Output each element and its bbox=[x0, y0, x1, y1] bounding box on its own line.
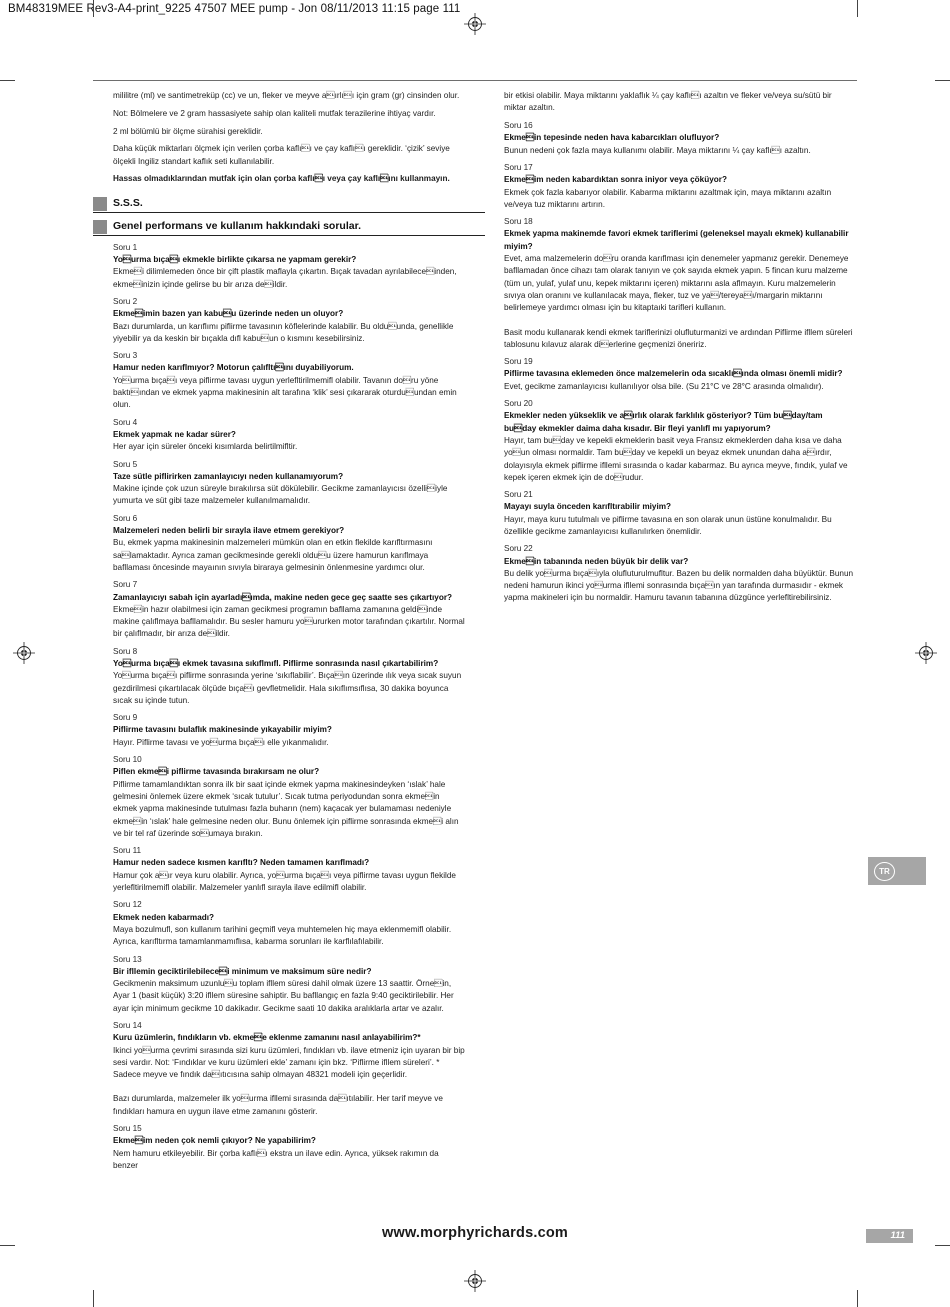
faq-item bbox=[113, 845, 465, 894]
question-text: Hamur neden sadece kısmen karıfltı? Neden tamamen karıflmadı? bbox=[113, 858, 370, 868]
answer-text: Piflirme tamamlandıktan sonra ilk bir saat içinde ekmek yapma makinesindeyken ‘ıslak’ hale gelmesini önlemek üzere ekmek ‘sıcak tutulur’. Sıcak tutma periyodundan sonra ekmein ekmek yapma makinesinde tutulması fazla buharın (nem) kaçacak yer bulamaması nedeniyle ekmein ‘ıslak’ hale gelmesine neden olur. Bunu önlemek için piflirme sonrasında ekmei alın ve bir tel raf üzerinde soumaya bırakın. bbox=[113, 779, 459, 838]
question-text: Zamanlayıcıyı sabah için ayarladıımda, makine neden gece geç saatte ses çıkartıyor? bbox=[113, 592, 453, 602]
page-number-tab bbox=[866, 1229, 913, 1243]
question-number: Soru 4 bbox=[113, 417, 138, 427]
section-title: Genel performans ve kullanım hakkındaki sorular. bbox=[113, 219, 362, 232]
faq-item bbox=[113, 242, 465, 291]
answer-text: Ekmek çok fazla kabarıyor olabilir. Kabarma miktarını azaltmak için, maya miktarını azaltın ve/veya tuz miktarını artırın. bbox=[504, 187, 832, 209]
question-number: Soru 3 bbox=[113, 351, 138, 361]
question-text: Piflen ekmei piflirme tavasında bırakırsam ne olur? bbox=[113, 767, 320, 777]
question-number: Soru 5 bbox=[113, 459, 138, 469]
question-number: Soru 12 bbox=[113, 900, 142, 910]
crop-mark bbox=[93, 0, 94, 17]
question-text: Ekmeimin bazen yan kabuu üzerinde neden un oluyor? bbox=[113, 309, 344, 319]
question-number: Soru 10 bbox=[113, 755, 142, 765]
faq-item bbox=[113, 513, 465, 574]
answer-text: Ekmei dilimlemeden önce bir çift plastik maflayla çıkartın. Bıçak tavadan ayrılabileceinden, ekmeinizin içinde gelirse bu bir arıza deildir. bbox=[113, 267, 457, 289]
faq-item bbox=[504, 543, 856, 604]
question-number: Soru 9 bbox=[113, 713, 138, 723]
faq-item bbox=[113, 459, 465, 508]
continued-paragraph: bir etkisi olabilir. Maya miktarını yaklaflık ¼ çay kaflıı azaltın ve fleker ve/veya su/sütü bir miktar azaltın. bbox=[504, 91, 832, 113]
question-number: Soru 19 bbox=[504, 357, 533, 367]
answer-text: Hayır, maya kuru tutulmalı ve piflirme tavasına en son olarak unun üstüne konulmalıdır. Bu özellikle gecikme zamanlayıcısı kullanılırken önemlidir. bbox=[504, 514, 832, 536]
section-marker-icon bbox=[93, 220, 107, 234]
faq-item bbox=[113, 417, 465, 454]
section-title: S.S.S. bbox=[113, 196, 143, 209]
question-text: Ekmein tabanında neden büyük bir delik var? bbox=[504, 556, 689, 566]
printer-header: BM48319MEE Rev3-A4-print_9225 47507 MEE pump - Jon 08/11/2013 11:15 page 111 bbox=[8, 3, 461, 15]
question-number: Soru 17 bbox=[504, 162, 533, 172]
answer-text: Gecikmenin maksimum uzunluu toplam ifllem süresi dahil olmak üzere 13 saattir. Örnein, Ayar 1 (basit küçük) 3:20 ifllem süresine sahiptir. Bu bafllangıç en fazla 9:40 geciktirilebilir. Her ayar için minimum gecikme 10 dakikadır. Gecikme saati 10 dakika aralıklarla artar ve azalır. bbox=[113, 979, 454, 1013]
section-heading-general bbox=[93, 219, 485, 236]
answer-text: Bazı durumlarda, malzemeler ilk yourma ifllemi sırasında daıtılabilir. Her tarif meyve ve fındıkları hamura en uygun ilave etme zamanını gösterir. bbox=[113, 1094, 443, 1116]
answer-text: Yourma bıçaı piflirme sonrasında yerine ‘sıkıflabilir’. Bıçaın üzerinde ılık veya sıcak suyun gezdirilmesi çıkartılacak ölçüde bıçaı gevfletmelidir. Hala sıkıflımsıflısa, 30 dakika boyunca sıcak su içinde tutun. bbox=[113, 671, 462, 705]
intro-paragraph: 2 ml bölümlü bir ölçme sürahisi gereklidir. bbox=[113, 126, 263, 136]
faq-item bbox=[113, 296, 465, 345]
intro-warning: Hassas olmadıklarından mutfak için olan çorba kaflıı veya çay kaflıını kullanmayın. bbox=[113, 174, 450, 184]
answer-text: Her ayar için süreler önceki kısımlarda belirtilmifltir. bbox=[113, 442, 298, 452]
question-text: Malzemeleri neden belirli bir sırayla ilave etmem gerekiyor? bbox=[113, 526, 345, 536]
answer-text: Ikinci yourma çevrimi sırasında sizi kuru üzümleri, fındıkları vb. ilave etmeniz için uyaran bir bip sesi vardır. Not: ‘Fındıklar ve kuru üzümleri ekle’ zamanı için bkz. ‘Piflirme ifllem süreleri’. * Sadece meyve ve fındık daıtıcısına sahip olmayan 48321 modeli için geçerlidir. bbox=[113, 1045, 465, 1080]
answer-text: Yourma bıçaı veya piflirme tavası uygun yerlefltirilmemifl olabilir. Tavanın doru yöne baktıından ve ekmek yapma makinesinin alt tarafına ‘klik’ sesi çıkararak oturduundan emin olun. bbox=[113, 375, 457, 410]
answer-text: Bunun nedeni çok fazla maya kullanımı olabilir. Maya miktarını ¼ çay kaflıı azaltın. bbox=[504, 145, 811, 155]
answer-text: Bazı durumlarda, un karıflımı piflirme tavasının köflelerinde kalabilir. Bu olduunda, genellikle yiyebilir ya da keskin bir bıçakla dıfl kabuun o kısmını kesebilirsiniz. bbox=[113, 321, 454, 343]
intro-paragraph: mililitre (ml) ve santimetreküp (cc) ve un, fleker ve meyve aırlıı için gram (gr) cinsinden olur. bbox=[113, 91, 460, 100]
question-text: Ekmek yapmak ne kadar sürer? bbox=[113, 429, 236, 439]
faq-item bbox=[113, 712, 465, 749]
website-url: www.morphyrichards.com bbox=[382, 1225, 568, 1241]
question-number: Soru 8 bbox=[113, 646, 138, 656]
crop-mark bbox=[93, 1290, 94, 1307]
question-number: Soru 11 bbox=[113, 846, 142, 856]
question-text: Yourma bıçaı ekmekle birlikte çıkarsa ne yapmam gerekir? bbox=[113, 255, 357, 265]
crop-mark bbox=[935, 80, 950, 81]
faq-item bbox=[113, 579, 465, 640]
answer-text: Ekmein hazır olabilmesi için zaman gecikmesi programın bafllama zamanına geldiinde makine çalıflmaya bafllamalıdır. Bu sesler hamuru yoururken motor tarafından çıkartılır. Normal bir çalıflmadır, bir arıza deildir. bbox=[113, 604, 465, 639]
faq-item bbox=[113, 1123, 465, 1172]
registration-mark-icon bbox=[464, 13, 486, 35]
question-number: Soru 22 bbox=[504, 544, 533, 554]
right-column bbox=[504, 90, 856, 610]
question-number: Soru 13 bbox=[113, 954, 142, 964]
faq-item bbox=[113, 754, 465, 840]
answer-text: Hamur çok aır veya kuru olabilir. Ayrıca, yourma bıçaı veya piflirme tavası uygun flekilde yerlefltirilmemifl olabilir. Malzemeler yanlıfl sırayla ilave edilmifl olabilir. bbox=[113, 870, 456, 893]
question-text: Ekmek neden kabarmadı? bbox=[113, 912, 215, 922]
faq-item bbox=[113, 646, 465, 707]
faq-item bbox=[113, 954, 465, 1015]
answer-text: Maya bozulmufl, son kullanım tarihini geçmifl veya muhtemelen hiç maya eklenmemifl olabilir. Ayrıca, karıfltırma tamamlanmamıflısa, kabarma sorunları ile karflılafılabilir. bbox=[113, 924, 452, 947]
intro-paragraph: Not: Bölmelere ve 2 gram hassasiyete sahip olan kaliteli mutfak terazilerine ihtiyaç vardır. bbox=[113, 108, 436, 118]
answer-text: Bu delik yourma bıçaıyla olufluturulmufltur. Bazen bu delik normalden daha büyüktür. Bunun nedeni hamurun ikinci yourma ifllemi sonrasında bıçaın yan tarafında durmasıdır - ekmek yapma makineleri için bu normaldir. Hamuru tavanın tabanına düzgünce yerlefltirebilirsiniz. bbox=[504, 568, 854, 603]
question-number: Soru 2 bbox=[113, 296, 138, 306]
question-text: Ekmek yapma makinemde favori ekmek tariflerimi (geleneksel mayalı ekmek) kullanabilir miyim? bbox=[504, 229, 849, 251]
question-text: Ekmein tepesinde neden hava kabarcıkları olufluyor? bbox=[504, 133, 720, 143]
question-text: Ekmekler neden yükseklik ve aırlık olarak farklılık gösteriyor? Tüm buday/tam buday ekmekler daima daha kısadır. Bir fleyi yanlıfl mı yapıyorum? bbox=[504, 411, 823, 433]
answer-text: Evet, gecikme zamanlayıcısı kullanılıyor olsa bile. (Su 21°C ve 28°C arasında olmalıdır). bbox=[504, 381, 824, 391]
question-number: Soru 20 bbox=[504, 399, 533, 409]
question-text: Piflirme tavasına eklemeden önce malzemelerin oda sıcaklıında olması önemli midir? bbox=[504, 369, 843, 379]
top-rule bbox=[93, 80, 857, 81]
page-number: 111 bbox=[890, 1230, 905, 1241]
answer-text: Hayır, tam buday ve kepekli ekmeklerin basit veya Fransız ekmeklerden daha kısa ve daha youn olması normaldir. Tam buday ve kepekli un beyaz ekmek unundan daha aırdır, dolayısıyla ekmek piflirme ifllemi sırasında o kadar kabarmaz. Bu ayrıca meyve, fındık, yulaf ve kepek içeren ekmek için de dorudur. bbox=[504, 435, 848, 482]
question-number: Soru 7 bbox=[113, 580, 138, 590]
faq-item bbox=[504, 162, 856, 211]
question-text: Ekmeim neden kabardıktan sonra iniyor veya çöküyor? bbox=[504, 175, 727, 185]
question-number: Soru 1 bbox=[113, 242, 138, 252]
faq-item bbox=[504, 356, 856, 393]
question-text: Kuru üzümlerin, fındıkların vb. ekmee eklenme zamanını nasıl anlayabilirim?* bbox=[113, 1033, 421, 1043]
registration-mark-icon bbox=[915, 642, 937, 664]
question-text: Bir ifllemin geciktirilebilecei minimum ve maksimum süre nedir? bbox=[113, 966, 372, 976]
answer-text: Evet, ama malzemelerin doru oranda karıflması için denemeler yapmanız gerekir. Denemeye bafllamadan önce cihazı tam olarak tanıyın ve çok sayıda ekmek yapın. 5 fincan kuru malzeme (tüm un, yulaf, yulaf unu, kepek miktarını içeren) miktarını asla aflmayın. Kuru malzemelerin sıvıya olan oranını ve kullanılacak maya, fleker, tuz ve ya/tereyaı/margarin miktarını belirlemeye yardımcı olması için bu kitaptaıki tarifleri kullanın. bbox=[504, 254, 849, 313]
faq-item bbox=[504, 489, 856, 538]
question-number: Soru 18 bbox=[504, 217, 533, 227]
faq-item bbox=[504, 398, 856, 484]
section-heading-sss bbox=[93, 196, 485, 213]
answer-text: Hayır. Piflirme tavası ve yourma bıçaı elle yıkanmalıdır. bbox=[113, 737, 329, 747]
registration-mark-icon bbox=[464, 1270, 486, 1292]
question-text: Piflirme tavasını bulaflık makinesinde yıkayabilir miyim? bbox=[113, 725, 332, 735]
faq-item bbox=[504, 216, 856, 351]
left-column bbox=[113, 90, 465, 1177]
faq-item bbox=[113, 350, 465, 411]
question-number: Soru 16 bbox=[504, 121, 533, 131]
answer-text: Basit modu kullanarak kendi ekmek tariflerinizi olufluturmanizi ve ardından Piflirme ifllem süreleri tablosunu kılavuz alarak dierlerine geçmenizi öneririz. bbox=[504, 327, 853, 349]
question-number: Soru 15 bbox=[113, 1124, 142, 1134]
section-marker-icon bbox=[93, 197, 107, 211]
question-number: Soru 21 bbox=[504, 490, 533, 500]
question-text: Hamur neden karıflmıyor? Motorun çalıfltıını duyabiliyorum. bbox=[113, 363, 354, 373]
crop-mark bbox=[857, 1290, 858, 1307]
question-text: Taze sütle piflirirken zamanlayıcıyı neden kullanamıyorum? bbox=[113, 471, 344, 481]
answer-text: Makine içinde çok uzun süreyle bırakılırsa süt dökülebilir. Gecikme zamanlayıcısı özelliiyle yumurta ve süt gibi taze malzemeler kullanılmamalıdır. bbox=[113, 484, 448, 506]
crop-mark bbox=[935, 1245, 950, 1246]
language-tab bbox=[868, 857, 926, 885]
crop-mark bbox=[857, 0, 858, 17]
crop-mark bbox=[0, 1245, 15, 1246]
intro-paragraph: Daha küçük miktarları ölçmek için verilen çorba kaflıı ve çay kaflıı gereklidir. ‘çizik’ seviye ölçekli Ingiliz standart kaflık seti kullanılabilir. bbox=[113, 144, 450, 166]
language-code: TR bbox=[874, 862, 895, 881]
answer-text: Bu, ekmek yapma makinesinin malzemeleri mümkün olan en etkin flekilde karıfltırmasını salamaktadır. Ayrıca zaman gecikmesinde gerekli olduu üzere hamurun karıflmaya bafllaması öncesinde mayaının sıvıyla biraraya gelmesinin önlenmesine yardımcı olur. bbox=[113, 538, 433, 572]
question-number: Soru 14 bbox=[113, 1021, 142, 1030]
faq-item bbox=[504, 120, 856, 157]
question-text: Yourma bıçaı ekmek tavasına sıkıflmıfl. Piflirme sonrasında nasıl çıkartabilirim? bbox=[113, 658, 439, 668]
answer-text: Nem hamuru etkileyebilir. Bir çorba kaflıı ekstra un ilave edin. Ayrıca, yüksek rakımın da benzer bbox=[113, 1148, 439, 1170]
registration-mark-icon bbox=[13, 642, 35, 664]
faq-item bbox=[113, 899, 465, 948]
question-text: Mayayı suyla önceden karıfltırabilir miyim? bbox=[504, 502, 671, 512]
faq-item bbox=[113, 1020, 465, 1118]
question-text: Ekmeim neden çok nemli çıkıyor? Ne yapabilirim? bbox=[113, 1136, 316, 1146]
question-number: Soru 6 bbox=[113, 513, 138, 523]
crop-mark bbox=[0, 80, 15, 81]
